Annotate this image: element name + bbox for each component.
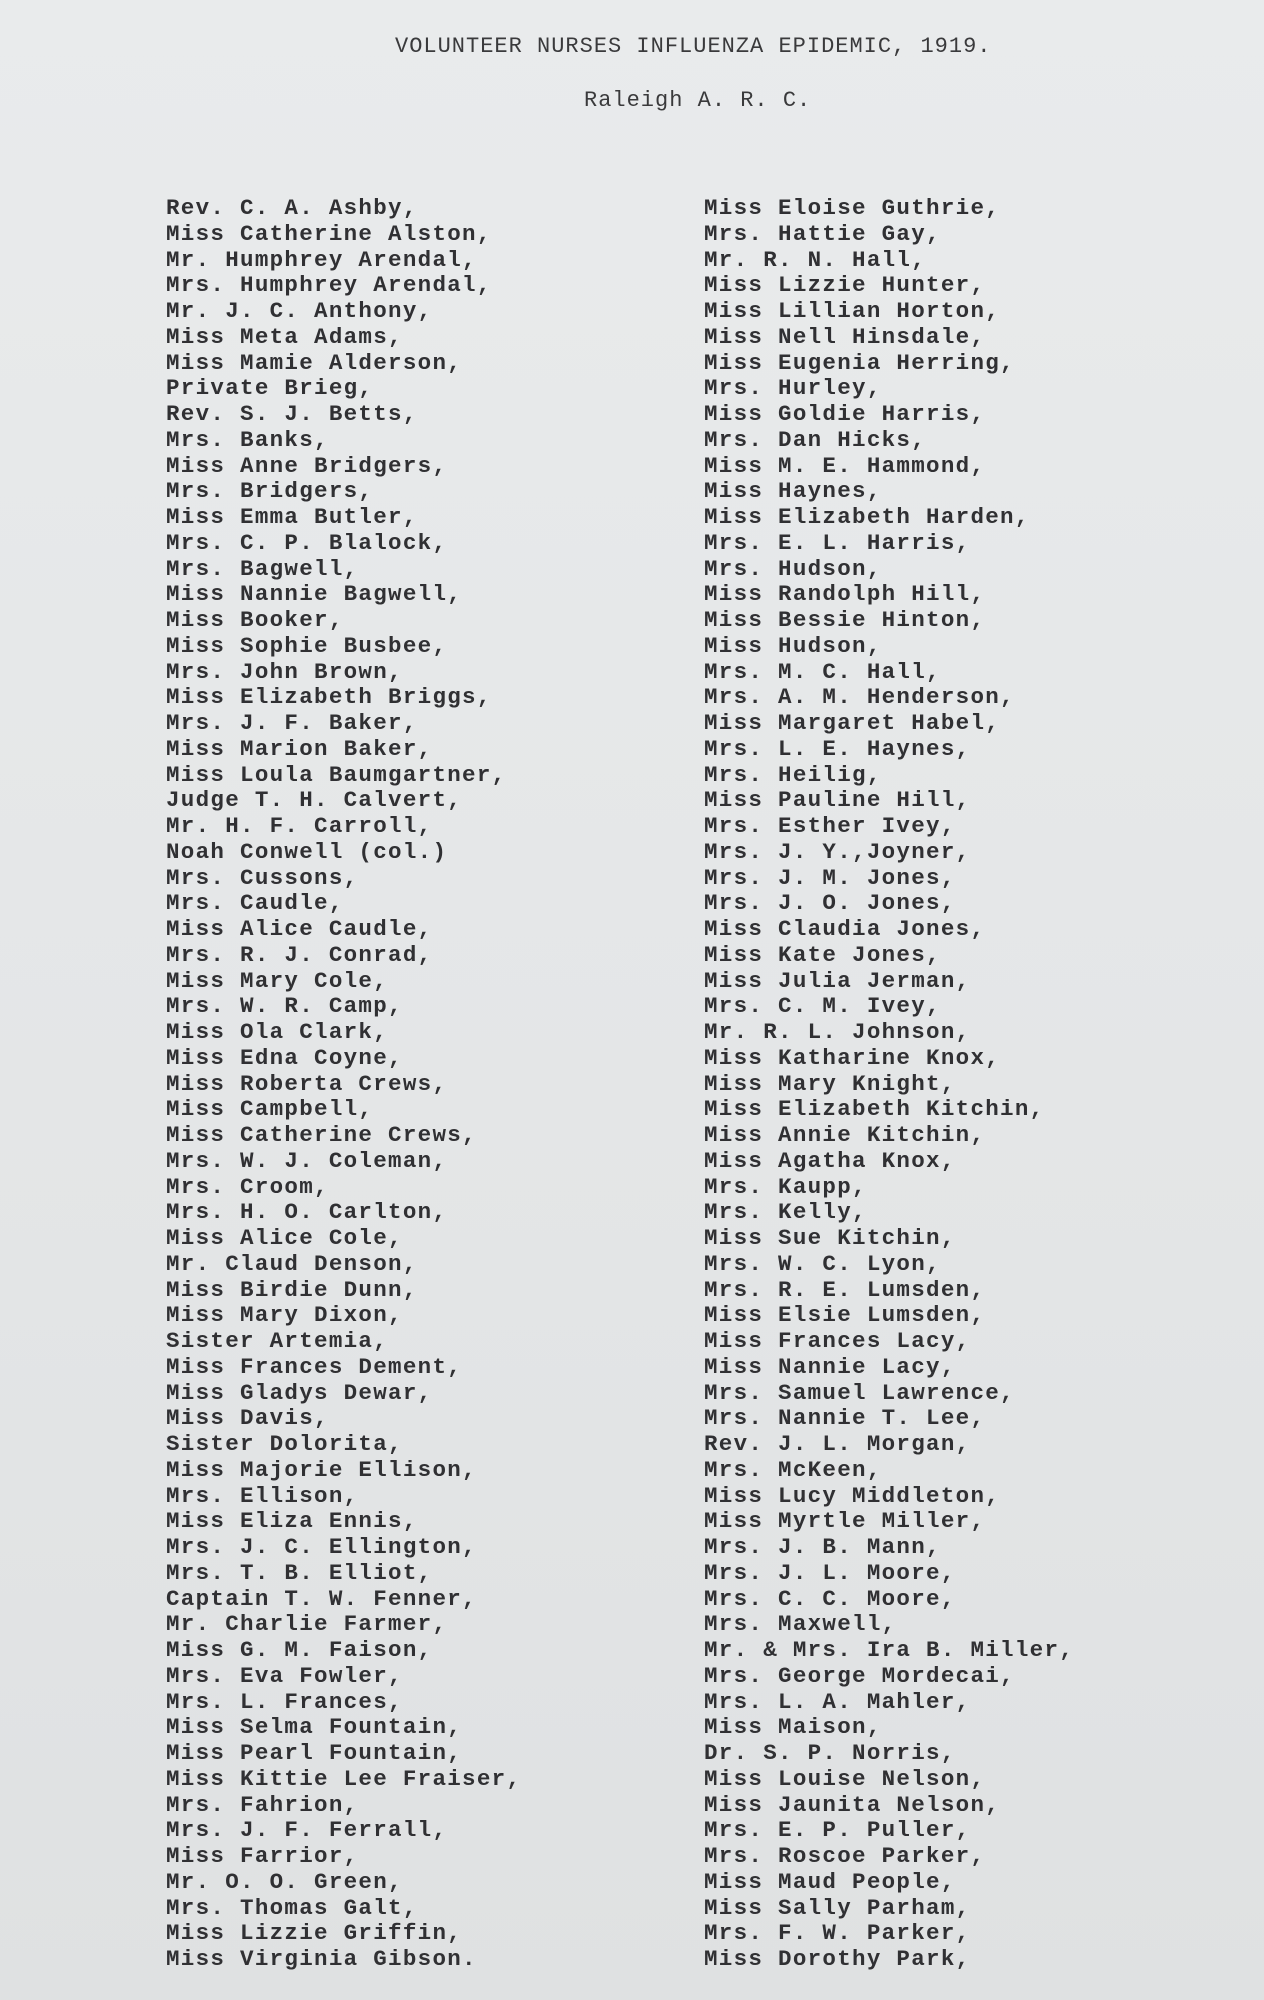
name-entry: Sister Artemia, (166, 1328, 389, 1354)
name-entry: Miss Frances Lacy, (704, 1328, 971, 1354)
name-entry: Miss Maison, (704, 1714, 882, 1741)
name-entry: Miss Lucy Middleton, (704, 1482, 1001, 1509)
name-entry: Miss Agatha Knox, (704, 1147, 956, 1174)
name-entry: Miss Virginia Gibson. (166, 1946, 477, 1972)
name-entry: Miss Bessie Hinton, (704, 607, 986, 633)
name-entry: Mrs. Heilig, (704, 761, 882, 788)
name-entry: Mrs. Humphrey Arendal, (166, 272, 492, 299)
name-entry: Miss Marion Baker, (166, 735, 433, 762)
name-entry: Mr. Claud Denson, (166, 1250, 418, 1277)
name-entry: Miss Goldie Harris, (704, 401, 986, 427)
name-entry: Miss Lillian Horton, (704, 298, 1001, 324)
name-entry: Mr. R. N. Hall, (704, 246, 927, 273)
name-entry: Mrs. Hudson, (704, 555, 882, 582)
name-entry: Sister Dolorita, (166, 1431, 403, 1457)
name-entry: Mrs. Dan Hicks, (704, 426, 927, 453)
name-entry: Mrs. F. W. Parker, (704, 1920, 971, 1947)
name-entry: Miss Lizzie Hunter, (704, 272, 986, 299)
name-entry: Mrs. J. F. Baker, (166, 710, 418, 736)
name-entry: Mrs. J. F. Ferrall, (166, 1817, 448, 1844)
name-entry: Miss Birdie Dunn, (166, 1276, 418, 1303)
name-entry: Mrs. W. C. Lyon, (704, 1250, 941, 1277)
name-entry: Mrs. L. Frances, (166, 1688, 403, 1715)
names-column-right (704, 196, 1074, 1973)
name-entry: Miss Mary Knight, (704, 1070, 956, 1097)
name-entry: Miss Majorie Ellison, (166, 1456, 477, 1483)
name-entry: Mr. Charlie Farmer, (166, 1611, 448, 1638)
name-entry: Miss Elsie Lumsden, (704, 1302, 986, 1329)
name-entry: Miss Edna Coyne, (166, 1044, 403, 1071)
name-entry: Rev. S. J. Betts, (166, 401, 418, 427)
name-entry: Private Brieg, (166, 375, 374, 402)
name-entry: Mrs. Eva Fowler, (166, 1662, 403, 1689)
name-entry: Mrs. McKeen, (704, 1456, 882, 1483)
name-entry: Mrs. R. E. Lumsden, (704, 1276, 986, 1303)
name-entry: Miss Myrtle Miller, (704, 1508, 986, 1535)
page-subtitle: Raleigh A. R. C. (584, 88, 812, 113)
name-entry: Mr. Humphrey Arendal, (166, 246, 477, 273)
name-entry: Mrs. Samuel Lawrence, (704, 1379, 1015, 1406)
name-entry: Mrs. Fahrion, (166, 1791, 359, 1818)
name-entry: Miss Elizabeth Kitchin, (704, 1096, 1045, 1123)
name-entry: Miss Alice Caudle, (166, 916, 433, 942)
name-entry: Miss Claudia Jones, (704, 916, 986, 942)
name-entry: Captain T. W. Fenner, (166, 1585, 477, 1612)
name-entry: Miss Frances Dement, (166, 1353, 463, 1380)
name-entry: Miss Davis, (166, 1405, 329, 1432)
name-entry: Mrs. Cussons, (166, 864, 359, 891)
name-entry: Mrs. Banks, (166, 426, 329, 453)
name-entry: Miss Eliza Ennis, (166, 1508, 418, 1535)
names-column-left (166, 196, 521, 1973)
name-entry: Miss Maud People, (704, 1868, 956, 1895)
name-entry: Miss Pearl Fountain, (166, 1740, 463, 1766)
name-entry: Mrs. Roscoe Parker, (704, 1843, 986, 1869)
name-entry: Miss Margaret Habel, (704, 710, 1001, 736)
name-entry: Miss Haynes, (704, 478, 882, 505)
name-entry: Mr. O. O. Green, (166, 1868, 403, 1895)
name-entry: Miss Ola Clark, (166, 1019, 389, 1045)
name-entry: Mrs. Esther Ivey, (704, 813, 956, 839)
name-entry: Mrs. C. M. Ivey, (704, 993, 941, 1020)
name-entry: Mrs. J. O. Jones, (704, 890, 956, 917)
name-entry: Miss Sue Kitchin, (704, 1225, 956, 1251)
name-entry: Miss Farrior, (166, 1843, 359, 1869)
name-entry: Mrs. R. J. Conrad, (166, 941, 433, 968)
name-entry: Mrs. J. L. Moore, (704, 1559, 956, 1586)
name-entry: Miss Julia Jerman, (704, 967, 971, 994)
name-entry: Miss Mary Dixon, (166, 1302, 403, 1329)
name-entry: Mrs. E. P. Puller, (704, 1817, 971, 1844)
name-entry: Mrs. Caudle, (166, 890, 344, 917)
name-entry: Mrs. J. M. Jones, (704, 864, 956, 891)
page-title: VOLUNTEER NURSES INFLUENZA EPIDEMIC, 1919. (395, 34, 992, 59)
name-entry: Mrs. Hurley, (704, 375, 882, 402)
name-entry: Mrs. M. C. Hall, (704, 658, 941, 685)
name-entry: Mrs. T. B. Elliot, (166, 1559, 433, 1586)
name-entry: Noah Conwell (col.) (166, 838, 448, 865)
name-entry: Rev. C. A. Ashby, (166, 195, 418, 221)
name-entry: Mrs. L. A. Mahler, (704, 1688, 971, 1715)
name-entry: Mrs. Ellison, (166, 1482, 359, 1509)
name-entry: Mrs. Bagwell, (166, 555, 359, 582)
name-entry: Mr. R. L. Johnson, (704, 1019, 971, 1045)
name-entry: Mrs. Nannie T. Lee, (704, 1405, 986, 1432)
name-entry: Mr. J. C. Anthony, (166, 298, 433, 324)
name-entry: Mrs. W. J. Coleman, (166, 1147, 448, 1174)
name-entry: Mrs. Kaupp, (704, 1173, 867, 1200)
name-entry: Miss Catherine Alston, (166, 220, 492, 247)
name-entry: Mrs. Croom, (166, 1173, 329, 1200)
name-entry: Miss Kate Jones, (704, 941, 941, 968)
name-entry: Miss Mary Cole, (166, 967, 389, 994)
name-entry: Mrs. John Brown, (166, 658, 403, 685)
name-entry: Mrs. J. C. Ellington, (166, 1534, 477, 1560)
name-entry: Miss Meta Adams, (166, 323, 403, 350)
name-entry: Judge T. H. Calvert, (166, 787, 463, 814)
name-entry: Rev. J. L. Morgan, (704, 1431, 971, 1457)
name-entry: Miss Nannie Lacy, (704, 1353, 956, 1380)
name-entry: Miss Alice Cole, (166, 1225, 403, 1251)
name-entry: Miss Mamie Alderson, (166, 349, 463, 376)
name-entry: Miss Kittie Lee Fraiser, (166, 1765, 522, 1792)
name-entry: Miss Elizabeth Briggs, (166, 684, 492, 711)
name-entry: Miss Selma Fountain, (166, 1714, 463, 1741)
name-entry: Miss Campbell, (166, 1096, 374, 1123)
name-entry: Miss Pauline Hill, (704, 787, 971, 814)
name-entry: Mrs. Hattie Gay, (704, 220, 941, 247)
name-entry: Mrs. Bridgers, (166, 478, 374, 505)
name-entry: Mrs. C. C. Moore, (704, 1585, 956, 1612)
name-entry: Mr. H. F. Carroll, (166, 813, 433, 839)
name-entry: Miss Booker, (166, 607, 344, 633)
name-entry: Miss Emma Butler, (166, 504, 418, 530)
name-entry: Mrs. Thomas Galt, (166, 1894, 418, 1921)
name-entry: Mrs. Kelly, (704, 1199, 867, 1226)
name-entry: Miss Katharine Knox, (704, 1044, 1001, 1071)
name-entry: Miss Nell Hinsdale, (704, 323, 986, 350)
name-entry: Miss Eugenia Herring, (704, 349, 1015, 376)
name-entry: Mr. & Mrs. Ira B. Miller, (704, 1637, 1075, 1663)
name-entry: Miss Gladys Dewar, (166, 1379, 433, 1406)
name-entry: Miss Sophie Busbee, (166, 632, 448, 659)
name-entry: Miss Louise Nelson, (704, 1765, 986, 1792)
name-entry: Mrs. A. M. Henderson, (704, 684, 1015, 711)
name-entry: Miss Jaunita Nelson, (704, 1791, 1001, 1818)
name-entry: Miss Annie Kitchin, (704, 1122, 986, 1148)
name-entry: Miss Nannie Bagwell, (166, 581, 463, 608)
name-entry: Miss Anne Bridgers, (166, 452, 448, 479)
name-entry: Mrs. W. R. Camp, (166, 993, 403, 1020)
name-entry: Miss Sally Parham, (704, 1894, 971, 1921)
name-entry: Mrs. C. P. Blalock, (166, 529, 448, 556)
name-entry: Mrs. E. L. Harris, (704, 529, 971, 556)
name-entry: Miss Randolph Hill, (704, 581, 986, 608)
name-entry: Mrs. J. Y.,Joyner, (704, 838, 971, 865)
name-entry: Miss Hudson, (704, 632, 882, 659)
name-entry: Miss Catherine Crews, (166, 1122, 477, 1148)
name-entry: Mrs. George Mordecai, (704, 1662, 1015, 1689)
name-entry: Miss Loula Baumgartner, (166, 761, 507, 788)
name-entry: Miss Elizabeth Harden, (704, 504, 1030, 530)
name-entry: Miss G. M. Faison, (166, 1637, 433, 1663)
name-entry: Miss Roberta Crews, (166, 1070, 448, 1097)
name-entry: Miss Lizzie Griffin, (166, 1920, 463, 1947)
name-entry: Miss Eloise Guthrie, (704, 195, 1001, 221)
name-entry: Mrs. J. B. Mann, (704, 1534, 941, 1560)
name-entry: Mrs. L. E. Haynes, (704, 735, 971, 762)
name-entry: Miss Dorothy Park, (704, 1946, 971, 1972)
name-entry: Mrs. Maxwell, (704, 1611, 897, 1638)
name-entry: Mrs. H. O. Carlton, (166, 1199, 448, 1226)
name-entry: Dr. S. P. Norris, (704, 1740, 956, 1766)
name-entry: Miss M. E. Hammond, (704, 452, 986, 479)
